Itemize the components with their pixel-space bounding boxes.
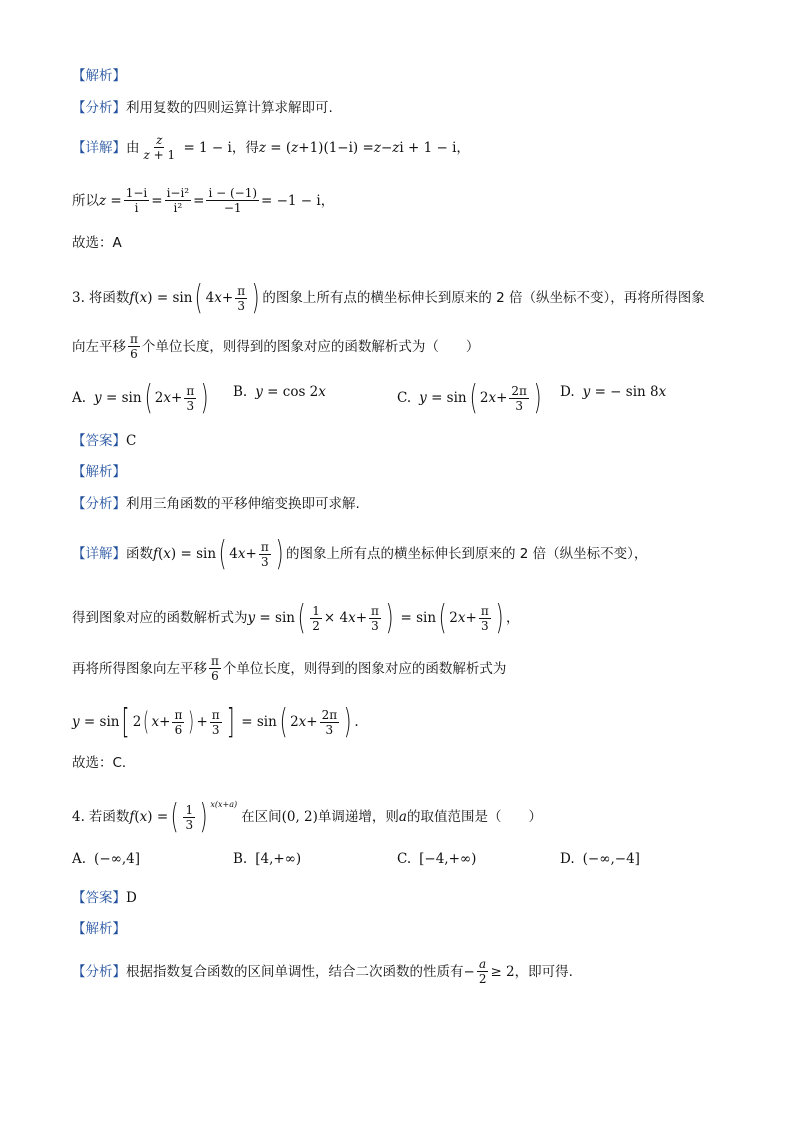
q4-option-a: A. (−∞,4] <box>72 851 141 867</box>
q2-so: 所以 z = $\frac{1-i}{i}$ = $\frac{\text{i−i²}}{\text{i²}}$ = $\frac{i - (-1)}{-1}$ = −1 − i ， <box>72 186 335 215</box>
math-fraction: $\frac{z}{z + 1}$ <box>143 133 176 162</box>
q4-answer: 【答案】 D <box>72 890 137 906</box>
jiexi-label-3: 【解析】 <box>72 921 126 937</box>
q3-answer: 【答案】 C <box>72 433 137 449</box>
q3-option-c: C. y = sin ( 2 x + $\frac{2\pi}{3}$ ) <box>397 378 542 418</box>
q3-stem-line2: 向左平移 $\frac{\pi}{6}$ 个单位长度，则得到的图象对应的函数解析式为（ ） <box>72 332 480 361</box>
q4-analysis: 【分析】 根据指数复合函数的区间单调性，结合二次函数的性质有 − $\frac{a}{2}$ ≥ 2 ，即可得. <box>72 957 573 986</box>
q4-option-d: D. (−∞,−4] <box>560 851 640 867</box>
jiexi-label-2: 【解析】 <box>72 464 126 480</box>
q3-option-b: B. y = cos 2 x <box>233 384 326 400</box>
q2-detail: 【详解】 由 $\frac{z}{z + 1}$ = 1 − i ，得 z = ( z +1)(1−i) = z − z i + 1 − i ， <box>72 133 470 162</box>
q3-option-a: A. y = sin ( 2 x + $\frac{\pi}{3}$ ) <box>72 378 209 418</box>
q3-detail-line4: y = sin [ 2 ( x + $\frac{\pi}{6}$ ) + $\frac{\pi}{3}$ ] = sin ( 2 x + $\frac{2\pi}{3}$ ) . <box>72 702 359 742</box>
q4-option-c: C. [−4,+∞) <box>397 851 477 867</box>
q2-analysis: 【分析】 利用复数的四则运算计算求解即可. <box>72 100 333 116</box>
q3-detail-line2: 得到图象对应的函数解析式为 y = sin ( $\frac{1}{2}$ × 4 x + $\frac{\pi}{3}$ ) = sin ( 2 x + $\frac{\pi}{3}$ ) ， <box>72 598 520 638</box>
q3-detail-line3: 再将所得图象向左平移 $\frac{\pi}{6}$ 个单位长度，则得到的图象对应的函数解析式为 <box>72 654 507 683</box>
q3-option-d: D. y = − sin 8 x <box>560 384 667 400</box>
q3-detail-line1: 【详解】 函数 f ( x ) = sin ( 4 x + $\frac{\pi}{3}$ ) 的图象上所有点的横坐标伸长到原来的 2 倍（纵坐标不变）， <box>72 534 648 574</box>
q4-stem: 4. 若函数 f ( x ) = ( $\frac{1}{3}$ ) x(x+a) 在区间 (0, 2) 单调递增，则 a 的取值范围是（ ） <box>72 797 542 837</box>
q3-stem-line1: 3. 将函数 f ( x ) = sin ( 4 x + $\frac{\pi}{3}$ ) 的图象上所有点的横坐标伸长到原来的 2 倍（纵坐标不变），再将所得图象 <box>72 278 705 318</box>
q3-choice: 故选：C． <box>72 755 136 771</box>
q3-analysis: 【分析】 利用三角函数的平移伸缩变换即可求解. <box>72 496 360 512</box>
q4-option-b: B. [4,+∞) <box>233 851 302 867</box>
jiexi-label-1: 【解析】 <box>72 68 126 84</box>
q2-choice: 故选：A <box>72 235 122 251</box>
